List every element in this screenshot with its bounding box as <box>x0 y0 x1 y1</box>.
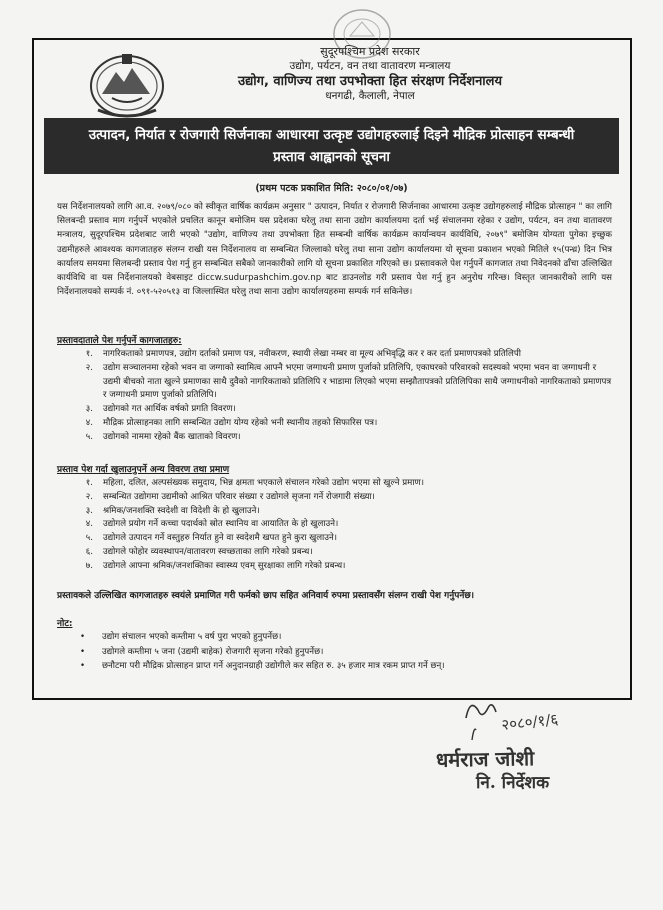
item-number: ३. <box>85 404 93 415</box>
office-header <box>170 44 570 104</box>
notice-title-line2: प्रस्ताव आह्वानको सूचना <box>273 149 390 165</box>
item-number: ४. <box>85 519 93 530</box>
item-text: उद्योगको नाममा रहेको बैंक खाताको विवरण। <box>103 431 241 442</box>
bullet-icon: • <box>80 661 86 671</box>
item-number: २. <box>85 491 93 502</box>
documents-list <box>57 348 612 445</box>
detail-item <box>57 532 612 546</box>
item-number: ४. <box>85 417 93 428</box>
document-item <box>57 431 612 445</box>
document-item <box>57 348 612 362</box>
detail-item <box>57 477 612 491</box>
government-emblem <box>88 50 166 120</box>
handwritten-initial <box>462 690 592 745</box>
item-text: सम्बन्धित उद्योगमा उद्यमीको आश्रित परिवार संख्या र उद्योगले सृजना गर्ने रोजगारी संख्या। <box>103 491 375 502</box>
header-ministry: उद्योग, पर्यटन, वन तथा वातावरण मन्त्रालय <box>289 60 451 72</box>
item-text: उद्योगले आफ्ना श्रमिक/जनशक्तिका स्वास्थ्य एवम् सुरक्षाका लागि गरेको प्रबन्ध। <box>103 560 346 571</box>
item-number: ३. <box>85 505 93 516</box>
item-text: उद्योगले फोहोर व्यवस्थापन/वातावरण स्वच्छताका लागि गरेको प्रबन्ध। <box>103 546 313 557</box>
note-item <box>80 630 600 645</box>
item-number: २. <box>85 362 93 373</box>
intro-paragraph: यस निर्देशनालयको लागि आ.व. २०७९/०८० को स्वीकृत वार्षिक कार्यक्रम अनुसार " उत्पादन, निर्यात र रोजगारी सिर्जनाका आधारमा उत्कृष्ट उद्योगहरुलाई मौद्रिक प्रोत्साहन " का लागि सिलबन्दी प्रस्ताव माग गर्नुपर्ने भएकोले प्रचलित कानून बमोजिम यस प्रदेशका घरेलु तथा साना उद्योग कार्यालयमा दर्ता भई संचालनमा रहेका र उद्योग, पर्यटन, वन तथा वातावरण मन्त्रालय, सुदूरपश्चिम प्रदेशबाट जारी भएको "उद्योग, वाणिज्य तथा उपभोक्ता हित सम्बन्धी वार्षिक कार्यक्रम कार्यान्वयन कार्यविधि, २०७९" बमोजिम योग्यता पुगेका इच्छुक उद्यमीहरुले आवश्यक कागजातहरु संलग्न राखी यस निर्देशनालय वा सम्बन्धित जिल्लाको घरेलु तथा साना उद्योग कार्यालयमा यो सूचना प्रकाशन भएको मितिले १५(पन्ध्र) दिन भित्र कार्यालय समयमा सिलबन्दी प्रस्ताव पेश गर्नु हुन सम्बन्धित सबैको जानकारीको लागि यो सूचना प्रकाशित गरिएको छ। प्रस्तावकले पेश गर्नुपर्ने कागजात तथा निवेदनको ढाँचा उल्लिखित कार्यविधि वा यस निर्देशनालयको वेबसाइट diccw.sudurpashchim.gov.np बाट डाउनलोड गरी प्रस्ताव पेश गर्नु हुन अनुरोध गरिन्छ। विस्तृत जानकारीको लागि यस निर्देशनालयको सम्पर्क नं. ०९१-५२०५१३ वा जिल्लास्थित घरेलु तथा साना उद्योग कार्यालयहरुमा सम्पर्क गर्न सकिनेछ। <box>57 202 612 298</box>
bullet-icon: • <box>80 646 86 657</box>
item-number: ७. <box>85 560 93 571</box>
header-directorate: उद्योग, वाणिज्य तथा उपभोक्ता हित संरक्षण निर्देशनालय <box>237 74 503 89</box>
documents-heading: प्रस्तावदाताले पेश गर्नुपर्ने कागजातहरु: <box>57 336 182 346</box>
signatory-name: धर्मराज जोशी <box>435 746 535 772</box>
header-government: सुदूरपश्चिम प्रदेश सरकार <box>320 45 420 58</box>
notice-title-line1: उत्पादन, निर्यात र रोजगारी सिर्जनाका आधारमा उत्कृष्ट उद्योगहरुलाई दिइने मौद्रिक प्रोत्साहन सम्बन्धी <box>88 127 575 143</box>
item-number: १. <box>85 349 93 359</box>
detail-item <box>57 505 612 519</box>
document-item <box>57 417 612 431</box>
detail-item <box>57 518 612 532</box>
item-text: श्रमिक/जनशक्ति स्वदेशी वा विदेशी के हो खुलाउने। <box>103 505 260 516</box>
detail-item <box>57 546 612 560</box>
detail-item <box>57 560 612 574</box>
signature-date: २०८०/१/६ <box>500 710 560 734</box>
notice-title-banner <box>44 118 619 174</box>
publication-date: (प्रथम पटक प्रकाशित मिति: २०८०/०१/०७) <box>255 183 408 194</box>
item-text: उद्योगको गत आर्थिक वर्षको प्रगति विवरण। <box>103 404 236 415</box>
item-text: नागरिकताको प्रमाणपत्र, उद्योग दर्ताको प्रमाण पत्र, नवीकरण, स्थायी लेखा नम्बर वा मूल्य अभिवृद्धि कर र कर दर्ता प्रमाणपत्रको प्रतिलिपी <box>103 349 521 359</box>
item-text: उद्योग सञ्चालनमा रहेको भवन वा जग्गाको स्वामित्व आफ्नै भएमा जग्गाधनी प्रमाण पुर्जाको प्रतिलिपि, एकाघरको परिवारको सदस्यको भएमा भवन वा जग्गाधनी र उद्यमी बीचको नाता खुल्ने प्रमाणका साथै दुवैको नागरिकताको प्रतिलिपि र भाडामा लिएको भएमा सम्झौतापत्रको प्रतिलिपिका साथै जग्गाधनीको नागरिकताको प्रमाणपत्र र जग्गाधनी प्रमाण पुर्जाको प्रतिलिपि। <box>103 362 612 401</box>
document-item <box>57 403 612 417</box>
header-address: धनगढी, कैलाली, नेपाल <box>325 90 415 102</box>
item-number: ५. <box>85 533 93 544</box>
details-list <box>57 477 612 574</box>
note-item <box>80 659 600 674</box>
item-number: ६. <box>85 546 93 557</box>
document-item <box>57 362 612 403</box>
signatory-title: नि. निर्देशक <box>476 773 550 793</box>
bullet-icon: • <box>80 632 86 642</box>
item-text: महिला, दलित, अल्पसंख्यक समुदाय, भिन्न क्षमता भएकाले संचालन गरेको उद्योग भएमा सो खुल्ने प्रमाण। <box>103 478 424 488</box>
note-text: उद्योगले कम्तीमा ५ जना (उद्यमी बाहेक) रोजगारी सृजना गरेको हुनुपर्नेछ। <box>102 646 324 657</box>
note-list <box>80 630 600 674</box>
item-number: ५. <box>85 431 93 442</box>
note-item <box>80 645 600 660</box>
note-text: छनौटमा परी मौद्रिक प्रोत्साहन प्राप्त गर्ने अनुदानग्राही उद्योगीले कर सहित रु. ३५ हजार मात्र रकम प्राप्त गर्ने छन्। <box>102 661 445 671</box>
item-text: उद्योगले प्रयोग गर्ने कच्चा पदार्थको स्रोत स्थानिय वा आयातित के हो खुलाउने। <box>103 519 339 530</box>
item-text: उद्योगले उत्पादन गर्ने वस्तुहरु निर्यात हुने वा स्वदेशमै खपत हुने कुरा खुलाउने। <box>103 533 338 544</box>
note-text: उद्योग संचालन भएको कम्तीमा ५ वर्ष पुरा भएको हुनुपर्नेछ। <box>102 632 282 642</box>
note-heading: नोट: <box>57 619 73 629</box>
item-text: मौद्रिक प्रोत्साहनका लागि सम्बन्धित उद्योग योग्य रहेको भनी स्थानीय तहको सिफारिस पत्र। <box>103 417 378 428</box>
closing-statement: प्रस्तावकले उल्लिखित कागजातहरु स्वयंले प्रमाणित गरी फर्मको छाप सहित अनिवार्य रुपमा प्रस्तावसँग संलग्न राखी पेश गर्नुपर्नेछ। <box>57 591 475 601</box>
item-number: १. <box>85 478 93 488</box>
details-heading: प्रस्ताव पेश गर्दा खुलाउनुपर्ने अन्य विवरण तथा प्रमाण <box>57 465 230 475</box>
detail-item <box>57 491 612 505</box>
